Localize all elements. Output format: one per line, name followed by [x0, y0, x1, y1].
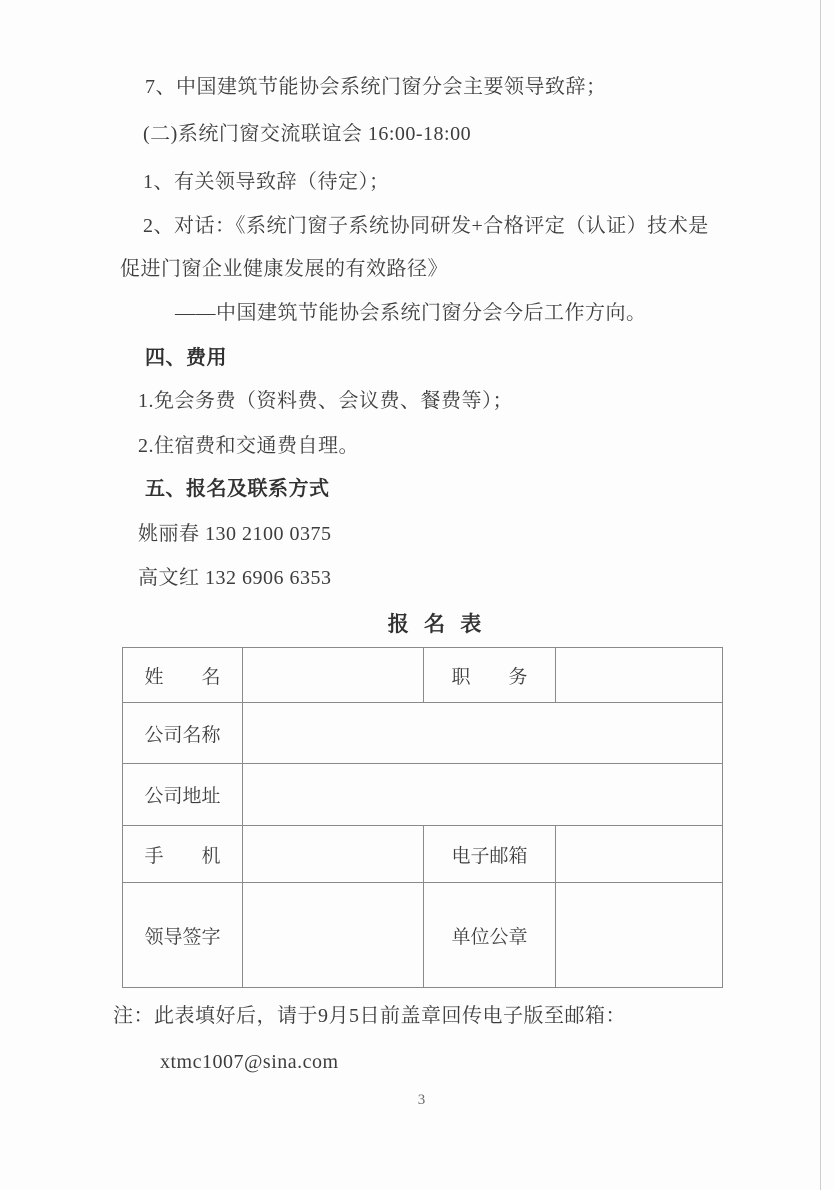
field-label-company-address: 公司地址: [123, 764, 243, 826]
table-row: [123, 764, 723, 826]
fee-item-2: 2.住宿费和交通费自理。: [138, 435, 359, 457]
field-label-position: 职 务: [424, 648, 556, 703]
footer-email: xtmc1007@sina.com: [160, 1051, 339, 1073]
agenda-item-1: 1、有关领导致辞（待定）；: [143, 171, 390, 193]
field-cell-mobile: [243, 826, 424, 883]
field-label-name: 姓 名: [123, 648, 243, 703]
agenda-item-7: 7、中国建筑节能协会系统门窗分会主要领导致辞；: [145, 76, 607, 98]
agenda-item-2-line1: 2、对话：《系统门窗子系统协同研发+合格评定（认证）技术是: [143, 215, 709, 237]
fee-item-1: 1.免会务费（资料费、会议费、餐费等）；: [138, 390, 513, 412]
table-row: [123, 826, 723, 883]
field-cell-leader-signature: [243, 883, 424, 988]
field-label-company-name: 公司名称: [123, 703, 243, 764]
field-label-mobile: 手 机: [123, 826, 243, 883]
field-label-leader-signature: 领导签字: [123, 883, 243, 988]
field-cell-email: [556, 826, 723, 883]
field-cell-name: [243, 648, 424, 703]
registration-form-title: 报 名 表: [387, 612, 487, 636]
scan-edge-line: [820, 0, 821, 1190]
table-row: [123, 703, 723, 764]
field-cell-position: [556, 648, 723, 703]
section-heading-fees: 四、费用: [145, 347, 227, 369]
table-row: [123, 648, 723, 703]
footer-note: 注：此表填好后，请于9月5日前盖章回传电子版至邮箱：: [113, 1005, 626, 1027]
field-cell-company-address: [243, 764, 723, 826]
field-cell-company-name: [243, 703, 723, 764]
contact-yao-lichun: 姚丽春 130 2100 0375: [138, 523, 332, 545]
field-cell-company-seal: [556, 883, 723, 988]
field-label-email: 电子邮箱: [424, 826, 556, 883]
page-number: 3: [417, 1092, 427, 1108]
section-heading-contact: 五、报名及联系方式: [145, 478, 330, 500]
agenda-item-2-line2: 促进门窗企业健康发展的有效路径》: [120, 258, 448, 280]
agenda-item-2-attribution: ——中国建筑节能协会系统门窗分会今后工作方向。: [175, 302, 647, 324]
field-label-company-seal: 单位公章: [424, 883, 556, 988]
agenda-section-2-heading: (二)系统门窗交流联谊会 16:00-18:00: [143, 123, 472, 145]
registration-form-table: [122, 647, 723, 988]
contact-gao-wenhong: 高文红 132 6906 6353: [138, 567, 332, 589]
table-row: [123, 883, 723, 988]
